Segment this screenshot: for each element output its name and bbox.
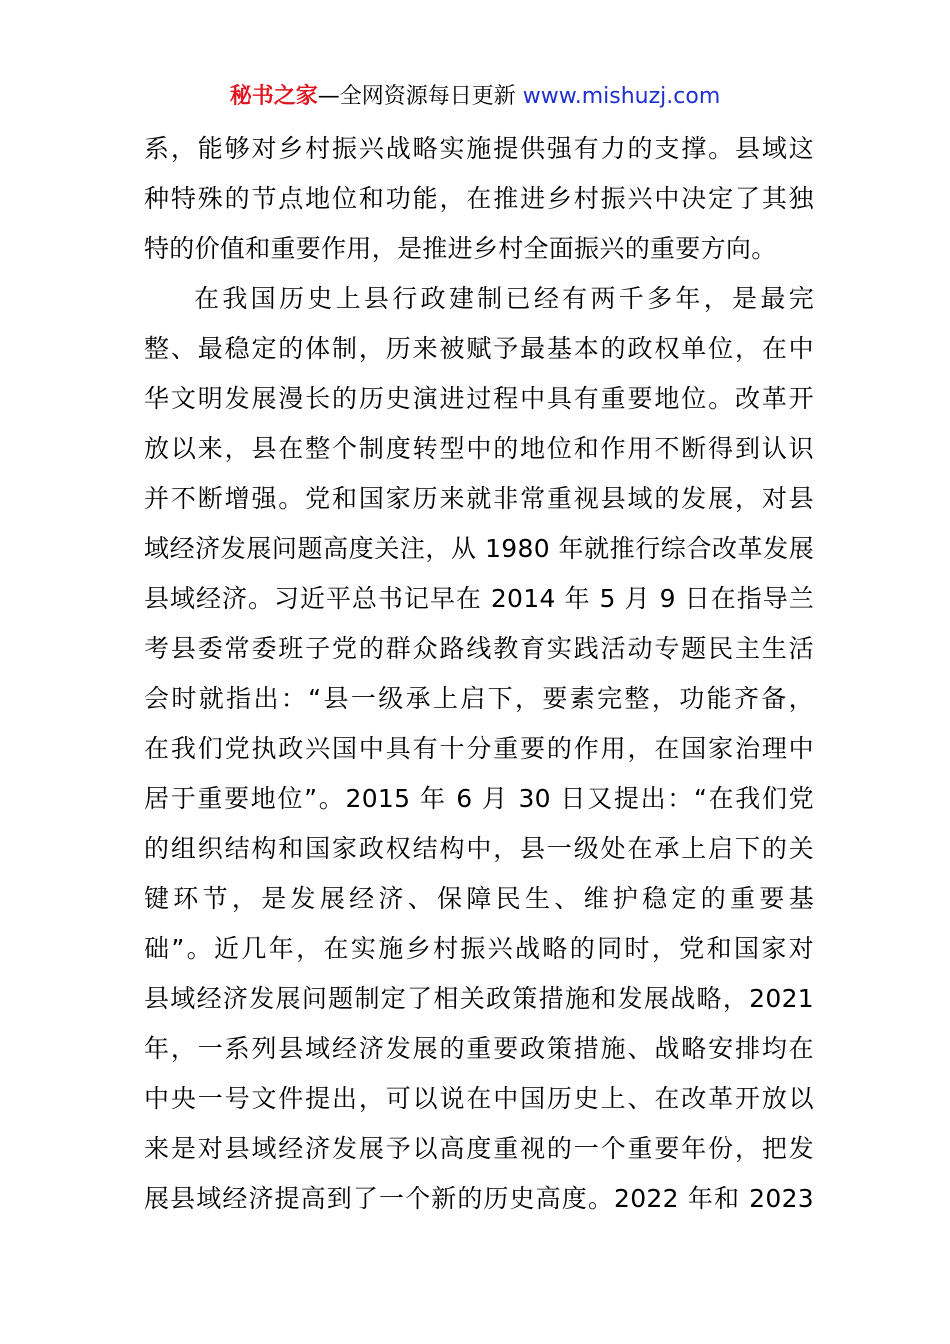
text-line: 中央一号文件提出，可以说在中国历史上、在改革开放以 [144, 1084, 814, 1113]
text-line: 展县域经济提高到了一个新的历史高度。2022 年和 2023 [144, 1184, 814, 1213]
document-body [144, 124, 814, 1224]
text-line: 年，一系列县域经济发展的重要政策措施、战略安排均在 [144, 1034, 814, 1063]
header-tagline: —全网资源每日更新 [317, 84, 523, 109]
page-header [0, 80, 950, 114]
text-line: 系，能够对乡村振兴战略实施提供强有力的支撑。县域这 [144, 134, 814, 163]
text-line: 并不断增强。党和国家历来就非常重视县域的发展，对县 [144, 484, 814, 513]
text-line: 的组织结构和国家政权结构中，县一级处在承上启下的关 [144, 834, 814, 863]
text-line: 会时就指出：“县一级承上启下，要素完整，功能齐备， [144, 684, 814, 713]
brand-name: 秘书之家 [229, 84, 318, 109]
text-line: 域经济发展问题高度关注，从 1980 年就推行综合改革发展 [144, 534, 814, 563]
text-line: 华文明发展漫长的历史演进过程中具有重要地位。改革开 [144, 384, 814, 413]
text-line: 来是对县域经济发展予以高度重视的一个重要年份，把发 [144, 1134, 814, 1163]
text-line: 特的价值和重要作用，是推进乡村全面振兴的重要方向。 [144, 234, 777, 263]
text-line: 在我们党执政兴国中具有十分重要的作用，在国家治理中 [144, 734, 814, 763]
text-line: 考县委常委班子党的群众路线教育实践活动专题民主生活 [144, 634, 814, 663]
text-line: 县域经济发展问题制定了相关政策措施和发展战略，2021 [144, 984, 814, 1013]
text-line: 键环节，是发展经济、保障民生、维护稳定的重要基 [144, 884, 814, 913]
text-line: 种特殊的节点地位和功能，在推进乡村振兴中决定了其独 [144, 184, 814, 213]
text-line: 整、最稳定的体制，历来被赋予最基本的政权单位，在中 [144, 334, 814, 363]
text-line: 居于重要地位”。2015 年 6 月 30 日又提出：“在我们党 [144, 784, 814, 813]
text-line: 县域经济。习近平总书记早在 2014 年 5 月 9 日在指导兰 [144, 584, 814, 613]
text-line: 放以来，县在整个制度转型中的地位和作用不断得到认识 [144, 434, 814, 463]
paragraph-first-line: 在我国历史上县行政建制已经有两千多年，是最完 [194, 284, 814, 313]
site-url-link[interactable]: www.mishuzj.com [522, 84, 721, 109]
text-line: 础”。近几年，在实施乡村振兴战略的同时，党和国家对 [144, 934, 814, 963]
